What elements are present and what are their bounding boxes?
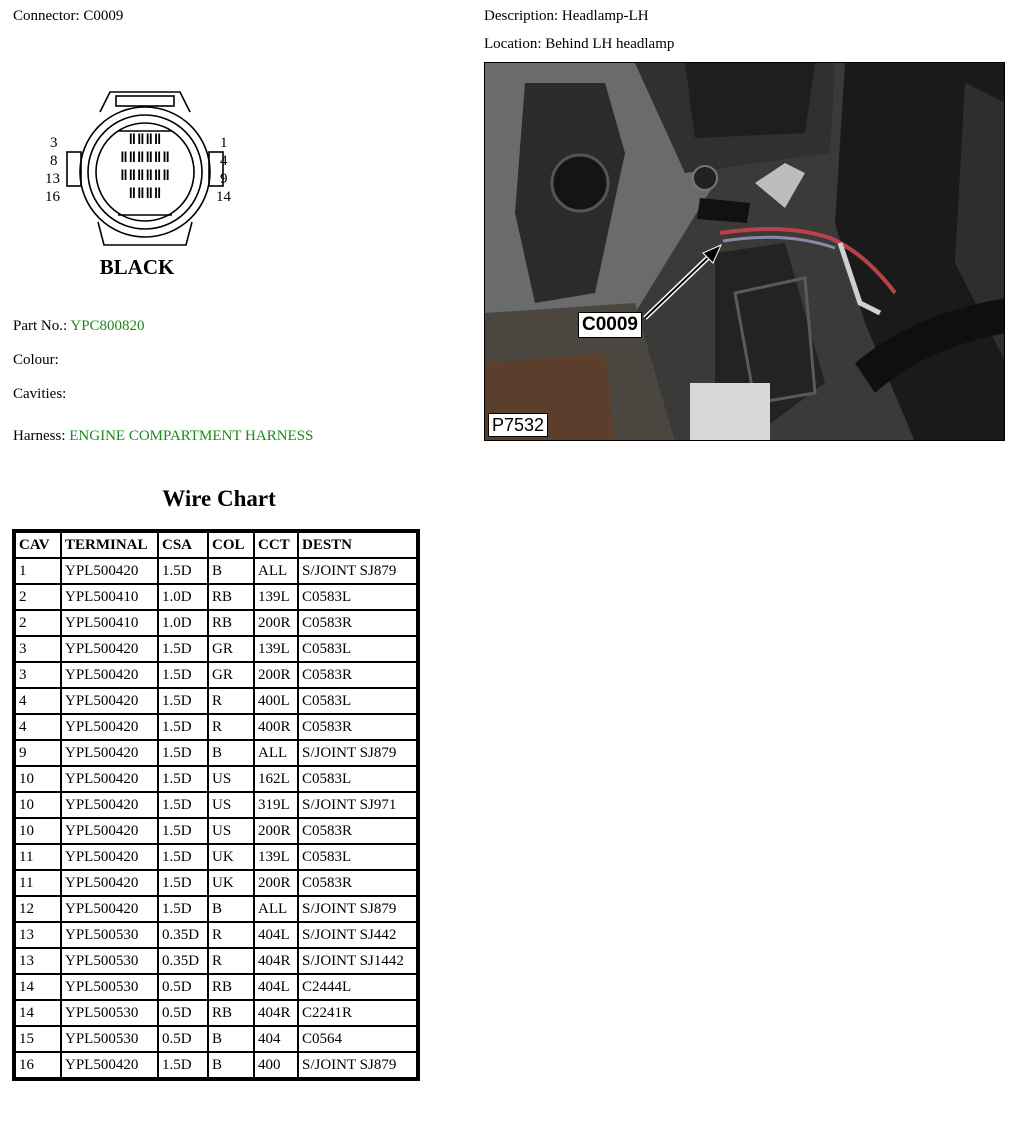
- table-row: [16, 663, 416, 687]
- cell-csa: 1.5D: [159, 1053, 207, 1077]
- cell-col: US: [209, 793, 253, 817]
- cell-csa: 1.0D: [159, 585, 207, 609]
- cell-destn: C0583R: [299, 715, 416, 739]
- table-row: [16, 611, 416, 635]
- cell-destn: C2241R: [299, 1001, 416, 1025]
- cell-cav: 3: [16, 637, 60, 661]
- cell-col: B: [209, 559, 253, 583]
- cell-cct: 200R: [255, 663, 297, 687]
- engine-bay-illustration: [485, 63, 1005, 441]
- cell-terminal: YPL500420: [62, 559, 157, 583]
- table-row: [16, 845, 416, 869]
- cell-terminal: YPL500420: [62, 637, 157, 661]
- cell-terminal: YPL500530: [62, 975, 157, 999]
- cell-cct: 139L: [255, 845, 297, 869]
- cell-cct: 200R: [255, 871, 297, 895]
- cell-csa: 0.35D: [159, 949, 207, 973]
- cell-destn: S/JOINT SJ1442: [299, 949, 416, 973]
- cell-cav: 10: [16, 793, 60, 817]
- cell-cct: 139L: [255, 585, 297, 609]
- cell-csa: 0.5D: [159, 1027, 207, 1051]
- pin-label-right: 14: [216, 189, 231, 205]
- column-header-terminal: TERMINAL: [62, 533, 157, 557]
- cell-col: B: [209, 1027, 253, 1051]
- pin-label-left: 13: [45, 171, 60, 187]
- cell-csa: 0.35D: [159, 923, 207, 947]
- pin-row-4: ǁǁǁǁ: [128, 186, 162, 202]
- cell-cct: 200R: [255, 819, 297, 843]
- cell-col: US: [209, 767, 253, 791]
- cell-cav: 1: [16, 559, 60, 583]
- cell-cav: 2: [16, 585, 60, 609]
- cell-destn: C0583L: [299, 585, 416, 609]
- cell-terminal: YPL500420: [62, 767, 157, 791]
- cell-destn: C0583L: [299, 767, 416, 791]
- cell-destn: S/JOINT SJ879: [299, 1053, 416, 1077]
- cell-csa: 0.5D: [159, 1001, 207, 1025]
- location-label: Location:: [484, 36, 542, 52]
- cell-csa: 1.5D: [159, 715, 207, 739]
- cell-cct: ALL: [255, 559, 297, 583]
- cell-csa: 1.5D: [159, 767, 207, 791]
- cell-csa: 1.5D: [159, 845, 207, 869]
- harness-field: [13, 428, 313, 445]
- column-header-cct: CCT: [255, 533, 297, 557]
- cell-cct: 162L: [255, 767, 297, 791]
- connector-colour-text: BLACK: [99, 255, 175, 279]
- colour-field: [13, 352, 59, 369]
- cell-terminal: YPL500410: [62, 585, 157, 609]
- cell-destn: S/JOINT SJ971: [299, 793, 416, 817]
- cell-csa: 1.5D: [159, 637, 207, 661]
- cell-csa: 0.5D: [159, 975, 207, 999]
- part-number-field: [13, 318, 145, 335]
- cell-terminal: YPL500530: [62, 1001, 157, 1025]
- cell-cct: 139L: [255, 637, 297, 661]
- cell-csa: 1.5D: [159, 689, 207, 713]
- cell-destn: C0583R: [299, 871, 416, 895]
- cell-cav: 4: [16, 715, 60, 739]
- table-row: [16, 975, 416, 999]
- cell-terminal: YPL500420: [62, 715, 157, 739]
- cell-cav: 4: [16, 689, 60, 713]
- cell-cct: 400: [255, 1053, 297, 1077]
- description-value: Headlamp-LH: [561, 8, 649, 24]
- table-row: [16, 637, 416, 661]
- cell-cct: 404: [255, 1027, 297, 1051]
- cell-col: GR: [209, 637, 253, 661]
- cell-destn: C0583R: [299, 819, 416, 843]
- cavities-field: [13, 386, 66, 403]
- table-row: [16, 1053, 416, 1077]
- pin-label-left: 8: [50, 153, 58, 169]
- photo-callout-label: C0009: [578, 312, 642, 338]
- cell-csa: 1.5D: [159, 559, 207, 583]
- cell-col: R: [209, 923, 253, 947]
- cavities-label: Cavities:: [13, 386, 67, 402]
- cell-destn: C0583R: [299, 663, 416, 687]
- cell-cct: 404L: [255, 975, 297, 999]
- cell-col: B: [209, 741, 253, 765]
- table-row: [16, 689, 416, 713]
- table-row: [16, 923, 416, 947]
- cell-cct: 404L: [255, 923, 297, 947]
- cell-terminal: YPL500410: [62, 611, 157, 635]
- cell-terminal: YPL500420: [62, 741, 157, 765]
- harness-value: ENGINE COMPARTMENT HARNESS: [69, 428, 314, 444]
- cell-col: RB: [209, 611, 253, 635]
- cell-cct: 200R: [255, 611, 297, 635]
- cell-cav: 13: [16, 949, 60, 973]
- table-row: [16, 559, 416, 583]
- cell-terminal: YPL500420: [62, 897, 157, 921]
- table-row: [16, 871, 416, 895]
- pin-row-3: ǁǁǁǁǁǁ: [119, 168, 171, 184]
- cell-cav: 2: [16, 611, 60, 635]
- cell-col: R: [209, 949, 253, 973]
- wire-chart-body: [16, 559, 416, 1077]
- cell-cav: 10: [16, 819, 60, 843]
- table-row: [16, 715, 416, 739]
- wire-chart-title: Wire Chart: [162, 486, 276, 511]
- column-header-destn: DESTN: [299, 533, 416, 557]
- cell-cct: 400R: [255, 715, 297, 739]
- cell-col: R: [209, 689, 253, 713]
- cell-col: B: [209, 1053, 253, 1077]
- pin-label-left: 16: [45, 189, 60, 205]
- cell-csa: 1.5D: [159, 793, 207, 817]
- cell-terminal: YPL500420: [62, 689, 157, 713]
- cell-terminal: YPL500420: [62, 793, 157, 817]
- harness-label: Harness:: [13, 428, 66, 444]
- table-row: [16, 819, 416, 843]
- connector-face-diagram: [40, 82, 250, 282]
- cell-cav: 10: [16, 767, 60, 791]
- cell-cav: 13: [16, 923, 60, 947]
- table-row: [16, 793, 416, 817]
- cell-csa: 1.5D: [159, 819, 207, 843]
- cell-cav: 11: [16, 871, 60, 895]
- cell-destn: S/JOINT SJ442: [299, 923, 416, 947]
- colour-label: Colour:: [13, 352, 59, 368]
- connector-field: [13, 8, 123, 25]
- cell-col: R: [209, 715, 253, 739]
- cell-col: RB: [209, 585, 253, 609]
- cell-destn: S/JOINT SJ879: [299, 559, 416, 583]
- cell-cav: 16: [16, 1053, 60, 1077]
- cell-col: US: [209, 819, 253, 843]
- cell-cav: 11: [16, 845, 60, 869]
- cell-terminal: YPL500530: [62, 1027, 157, 1051]
- cell-cav: 9: [16, 741, 60, 765]
- cell-destn: C2444L: [299, 975, 416, 999]
- cell-csa: 1.5D: [159, 871, 207, 895]
- cell-destn: C0564: [299, 1027, 416, 1051]
- table-header-row: [16, 533, 416, 557]
- wire-chart-table: [12, 529, 420, 1081]
- pin-row-1: ǁǁǁǁ: [128, 132, 162, 148]
- cell-destn: C0583L: [299, 637, 416, 661]
- cell-csa: 1.5D: [159, 663, 207, 687]
- pin-label-right: 9: [220, 171, 228, 187]
- pin-label-right: 1: [220, 135, 228, 151]
- cell-destn: S/JOINT SJ879: [299, 897, 416, 921]
- cell-terminal: YPL500420: [62, 1053, 157, 1077]
- cell-cct: 400L: [255, 689, 297, 713]
- table-row: [16, 767, 416, 791]
- cell-cav: 14: [16, 975, 60, 999]
- pin-row-2: ǁǁǁǁǁǁ: [119, 150, 171, 166]
- table-row: [16, 949, 416, 973]
- cell-csa: 1.5D: [159, 897, 207, 921]
- column-header-col: COL: [209, 533, 253, 557]
- cell-cct: 319L: [255, 793, 297, 817]
- part-number-value: YPC800820: [70, 318, 145, 334]
- cell-cav: 15: [16, 1027, 60, 1051]
- cell-terminal: YPL500530: [62, 923, 157, 947]
- connector-value: C0009: [83, 8, 124, 24]
- cell-cct: ALL: [255, 897, 297, 921]
- cell-col: UK: [209, 845, 253, 869]
- cell-col: GR: [209, 663, 253, 687]
- column-header-csa: CSA: [159, 533, 207, 557]
- table-row: [16, 741, 416, 765]
- column-header-cav: CAV: [16, 533, 60, 557]
- cell-destn: C0583L: [299, 689, 416, 713]
- cell-terminal: YPL500420: [62, 819, 157, 843]
- pin-label-right: 4: [220, 153, 228, 169]
- connector-label: Connector:: [13, 8, 80, 24]
- part-number-label: Part No.:: [13, 318, 68, 334]
- cell-cav: 14: [16, 1001, 60, 1025]
- table-row: [16, 897, 416, 921]
- cell-cav: 3: [16, 663, 60, 687]
- location-value: Behind LH headlamp: [545, 36, 675, 52]
- cell-cav: 12: [16, 897, 60, 921]
- table-row: [16, 585, 416, 609]
- cell-terminal: YPL500530: [62, 949, 157, 973]
- photo-reference-label: P7532: [488, 413, 548, 437]
- location-field: [484, 36, 674, 53]
- cell-terminal: YPL500420: [62, 663, 157, 687]
- cell-cct: 404R: [255, 1001, 297, 1025]
- cell-destn: S/JOINT SJ879: [299, 741, 416, 765]
- cell-col: UK: [209, 871, 253, 895]
- cell-cct: 404R: [255, 949, 297, 973]
- location-photo: [484, 62, 1005, 441]
- description-field: [484, 8, 649, 25]
- cell-csa: 1.5D: [159, 741, 207, 765]
- cell-terminal: YPL500420: [62, 845, 157, 869]
- cell-csa: 1.0D: [159, 611, 207, 635]
- cell-destn: C0583L: [299, 845, 416, 869]
- description-label: Description:: [484, 8, 559, 24]
- cell-terminal: YPL500420: [62, 871, 157, 895]
- cell-col: B: [209, 897, 253, 921]
- pin-label-left: 3: [50, 135, 58, 151]
- cell-cct: ALL: [255, 741, 297, 765]
- cell-col: RB: [209, 975, 253, 999]
- table-row: [16, 1027, 416, 1051]
- cell-col: RB: [209, 1001, 253, 1025]
- cell-destn: C0583R: [299, 611, 416, 635]
- table-row: [16, 1001, 416, 1025]
